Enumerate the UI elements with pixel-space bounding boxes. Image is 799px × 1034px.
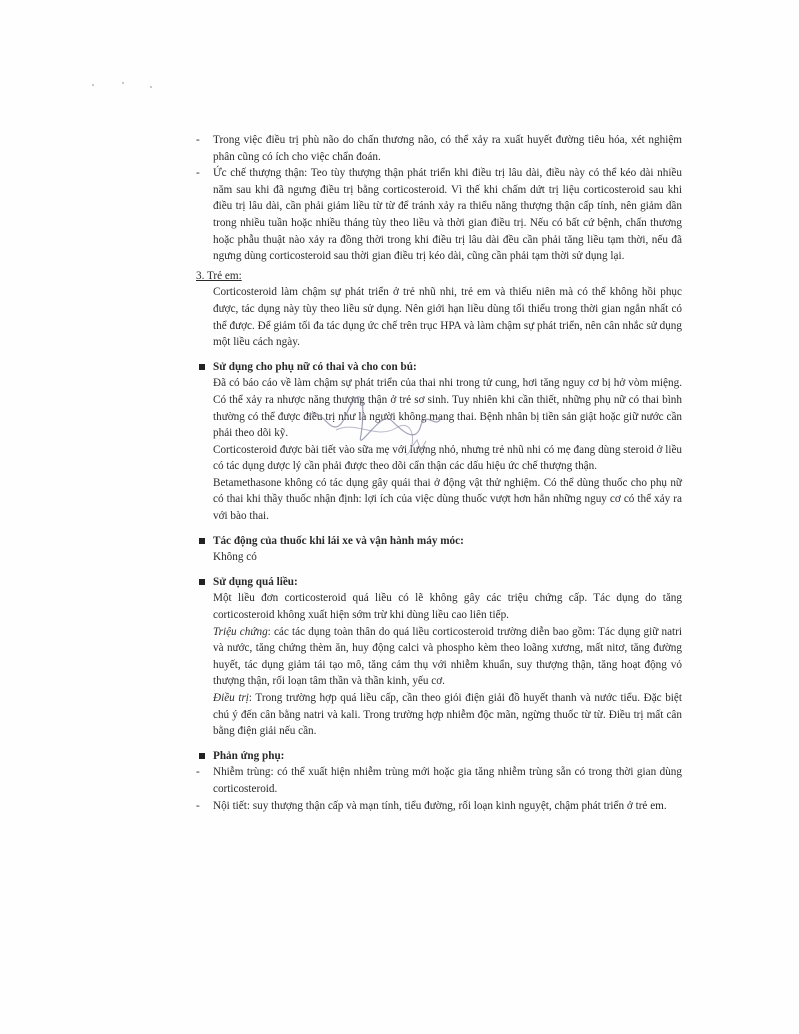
intro-item-text: Ức chế thượng thận: Teo tùy thượng thận phát triển khi điều trị lâu dài, điều này có thể kéo dài nhiều năm sau khi đã ngưng điều trị bằng corticosteroid. Vì thế khi chấm dứt trị liệu corticosteroid sau khi điều trị lâu dài, cần phải giảm liều từ từ để tránh xảy ra thiểu năng thượng thận cấp tính, nên giảm dần trong nhiều tuần hoặc nhiều tháng tùy theo liều và thời gian điều trị. Nếu có bất cứ bệnh, chấn thương hoặc phẫu thuật nào xảy ra đồng thời trong khi điều trị lâu dài đều cần phải tăng liều tạm thời, nếu đã ngưng dùng corticosteroid sau thời gian điều trị kéo dài, cũng cần phải tạm thời sử dụng lại. bbox=[213, 167, 682, 263]
intro-item-text: Trong việc điều trị phù não do chấn thương não, có thể xảy ra xuất huyết đường tiêu hóa, xét nghiệm phân cũng có ích cho việc chẩn đoán. bbox=[213, 134, 682, 163]
overdose-text: Một liều đơn corticosteroid quá liều có lẽ không gây các triệu chứng cấp. Tác dụng do tăng corticosteroid không xuất hiện sớm trừ khi dùng liều cao liên tiếp. bbox=[213, 592, 682, 622]
pregnancy-paragraph: Betamethasone không có tác dụng gây quái thai ở động vật thử nghiệm. Có thể dùng thuốc cho phụ nữ có thai khi thầy thuốc nhận định: lợi ích của việc dùng thuốc vượt hơn hẳn những nguy cơ có thể xảy ra với bào thai. bbox=[213, 476, 682, 523]
overdose-treatment bbox=[196, 690, 682, 740]
children-text: Corticosteroid làm chậm sự phát triển ở trẻ nhũ nhi, trẻ em và thiếu niên mà có thể không hồi phục được, tác dụng này tùy theo liều sử dụng. Nên giới hạn liều dùng tối thiểu trong thời gian ngắn nhất có thể được. Để giảm tối đa tác dụng ức chế trên trục HPA và làm chậm sự phát triển, nên cân nhắc sử dụng một liều cách ngày. bbox=[213, 286, 682, 349]
adverse-item-text: Nội tiết: suy thượng thận cấp và mạn tính, tiểu đường, rối loạn kinh nguyệt, chậm phát triển ở trẻ em. bbox=[213, 799, 667, 812]
scan-specks bbox=[92, 82, 162, 92]
children-heading: 3. Trẻ em: bbox=[196, 269, 242, 282]
driving-heading-text: Tác động của thuốc khi lái xe và vận hành máy móc: bbox=[213, 534, 464, 547]
driving-text: Không có bbox=[213, 551, 257, 564]
adverse-item-text: Nhiễm trùng: có thể xuất hiện nhiễm trùng mới hoặc gia tăng nhiễm trùng sẵn có trong thời gian dùng corticosteroid. bbox=[213, 766, 682, 795]
driving-heading bbox=[196, 533, 682, 550]
symptoms-label: Triệu chứng bbox=[213, 625, 268, 638]
overdose-heading bbox=[196, 574, 682, 591]
dash-marker: - bbox=[196, 134, 200, 146]
square-bullet-icon bbox=[199, 579, 205, 585]
document-page bbox=[196, 132, 682, 814]
square-bullet-icon bbox=[199, 753, 205, 759]
symptoms-text: : các tác dụng toàn thân do quá liều corticosteroid trường diễn bao gồm: Tác dụng giữ natri và nước, tăng chứng thèm ăn, huy động calci và phospho kèm theo loãng xương, mất nitơ, tăng đường huyết, tác dụng giảm tái tạo mô, tăng cảm thụ với nhiễm khuẩn, suy thượng thận, tăng hoạt động vỏ thượng thận, rối loạn tâm thần và thần kinh, yếu cơ. bbox=[213, 625, 682, 688]
adverse-heading-text: Phản ứng phụ: bbox=[213, 749, 285, 762]
dash-marker: - bbox=[196, 766, 200, 779]
intro-item bbox=[196, 165, 682, 265]
intro-item bbox=[196, 132, 682, 165]
adverse-item bbox=[196, 798, 682, 815]
dash-marker: - bbox=[196, 799, 200, 812]
dash-marker: - bbox=[196, 167, 200, 180]
treatment-label: Điều trị bbox=[213, 692, 249, 704]
overdose-heading-text: Sử dụng quá liều: bbox=[213, 575, 298, 588]
overdose-symptoms bbox=[196, 624, 682, 690]
pregnancy-paragraph: Corticosteroid được bài tiết vào sữa mẹ với lượng nhỏ, nhưng trẻ nhũ nhi có mẹ đang dùng steroid ở liều có tác dụng dược lý cần phải được theo dõi cẩn thận các dấu hiệu ức chế thượng thận. bbox=[213, 443, 682, 473]
adverse-heading bbox=[196, 748, 682, 765]
handwritten-signature bbox=[296, 390, 446, 460]
adverse-item bbox=[196, 764, 682, 797]
pregnancy-paragraph: Đã có báo cáo về làm chậm sự phát triển của thai nhi trong tử cung, hơi tăng nguy cơ bị hở vòm miệng. Có thể xảy ra nhược năng thượng thận ở trẻ sơ sinh. Tuy nhiên khi cần thiết, những phụ nữ có thai bình thường có thể được điều trị như là người không mang thai. Bệnh nhân bị tiền sản giật hoặc giữ nước cần phải theo dõi kỹ. bbox=[213, 377, 682, 440]
square-bullet-icon bbox=[199, 364, 205, 370]
pregnancy-heading bbox=[196, 359, 682, 376]
treatment-text: : Trong trường hợp quá liều cấp, cần theo giỏi điện giải đồ huyết thanh và nước tiểu. Đặc biệt chú ý đến cân bằng natri và kali. Trong trường hợp nhiễm độc mãn, ngừng thuốc từ từ. Điều trị mất cân bằng điện giải nếu cần. bbox=[213, 692, 682, 738]
square-bullet-icon bbox=[199, 538, 205, 544]
pregnancy-heading-text: Sử dụng cho phụ nữ có thai và cho con bú: bbox=[213, 360, 417, 373]
